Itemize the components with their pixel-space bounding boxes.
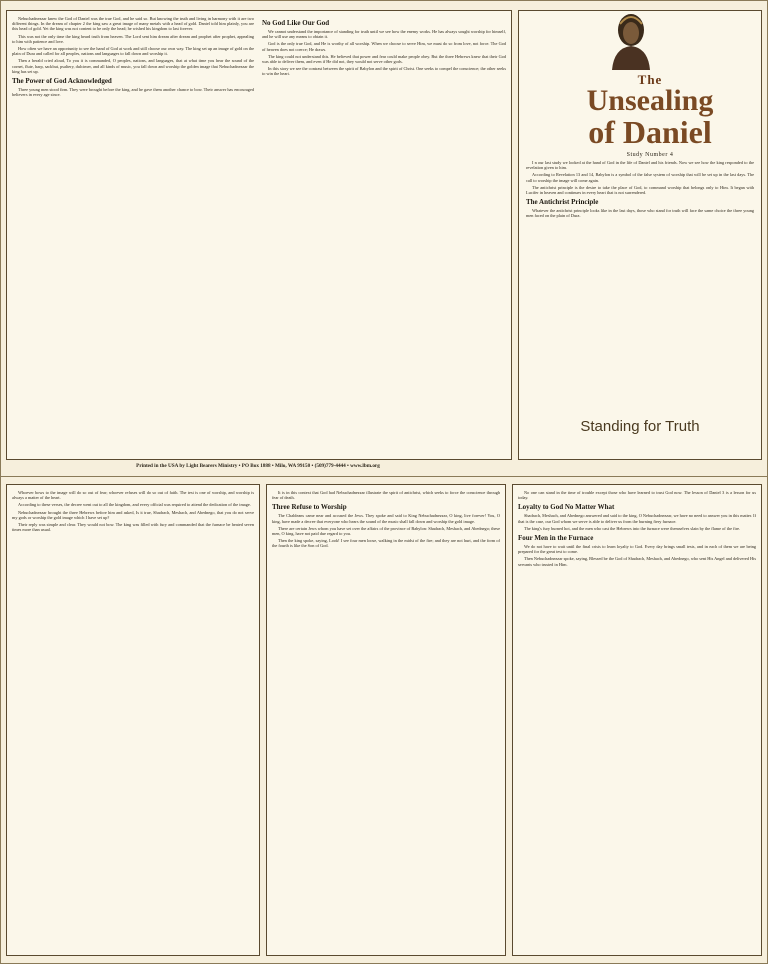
paragraph: How often we have an opportunity to see the hand of God at work and still choose our own way. The king set up an image of gold on the plain of Dura and called for all peoples, nations and languages to fall down and worship it. bbox=[12, 46, 254, 57]
title-small: The bbox=[637, 72, 663, 87]
paragraph: Then Nebuchadnezzar spoke, saying, Blessed be the God of Shadrach, Meshach, and Abednego, who sent His Angel and delivered His servants who trusted in Him. bbox=[518, 556, 756, 567]
heading-loyalty: Loyalty to God No Matter What bbox=[518, 503, 615, 512]
paragraph: Shadrach, Meshach, and Abednego answered and said to the king, O Nebuchadnezzar, we have no need to answer you in this matter. If that is the case, our God whom we serve is able to deliver us from the burning fiery furnace. bbox=[518, 513, 756, 524]
footer-imprint: Printed in the USA by Light Bearers Ministry • PO Box 1888 • Milo, WA 99150 • (509)779-4444 • www.lbm.org bbox=[136, 463, 380, 469]
paragraph: Whoever bows to the image will do so out of fear; whoever refuses will do so out of faith. The test is one of worship, and worship is always a matter of the heart. bbox=[12, 490, 254, 501]
paragraph: We cannot understand the importance of standing for truth until we see how the enemy works. He has always sought worship for himself, and he will use any means to obtain it. bbox=[262, 29, 506, 40]
paragraph: According to Revelation 13 and 14, Babylon is a symbol of the false system of worship that will be set up in the last days. The call to worship the image will come again. bbox=[526, 172, 754, 183]
masthead bbox=[540, 16, 760, 158]
heading-three-refuse: Three Refuse to Worship bbox=[272, 503, 347, 512]
heading-no-god: No God Like Our God bbox=[262, 19, 330, 27]
paragraph: Nebuchadnezzar brought the three Hebrews before him and asked, Is it true, Shadrach, Meshach, and Abednego, that you do not serve my gods or worship the gold image which I have set up? bbox=[12, 509, 254, 520]
paragraph: God is the only true God, and He is worthy of all worship. When we choose to serve Him, we must do so from love, not force. The God of heaven does not coerce; He draws. bbox=[262, 41, 506, 52]
title-main: Unsealing bbox=[586, 84, 714, 117]
inside-column-2 bbox=[272, 490, 500, 952]
inside-column-3 bbox=[518, 490, 756, 952]
paragraph: Their reply was simple and clear. They would not bow. The king was filled with fury and commanded that the furnace be heated seven times more than usual. bbox=[12, 522, 254, 533]
heading-antichrist: The Antichrist Principle bbox=[526, 198, 599, 207]
heading-four-men: Four Men in the Furnace bbox=[518, 534, 594, 543]
front-column-1 bbox=[12, 16, 254, 456]
paragraph: This was not the only time the king heard truth from heaven. The Lord sent him dream after dream and prophet after prophet, appealing to him with patience and love. bbox=[12, 33, 254, 44]
paragraph: There are certain Jews whom you have set over the affairs of the province of Babylon: Shadrach, Meshach, and Abednego; these men, O king, have not paid due regard to you. bbox=[272, 525, 500, 537]
paragraph: The Chaldeans came near and accused the Jews. They spoke and said to King Nebuchadnezzar, O king, live forever! You, O king, have made a decree that everyone who hears the sound of the music shall fall down and worship the gold image. bbox=[272, 513, 500, 524]
inside-column-1 bbox=[12, 490, 254, 952]
paragraph: In this story we see the contrast between the spirit of Babylon and the spirit of Christ. One seeks to compel the conscience; the other seeks to win the heart. bbox=[262, 66, 506, 77]
paragraph: Whatever the antichrist principle looks like in the last days, those who stand for truth will face the same choice the three young men faced on the plain of Dura. bbox=[526, 208, 754, 219]
study-number: Study Number 4 bbox=[626, 152, 674, 158]
paragraph: Nebuchadnezzar knew the God of Daniel was the true God, and he said so. But knowing the truth and living in harmony with it are two different things. In the dream of chapter 2 the king saw a great image of many metals with a head of gold. Daniel told him plainly, you are this head of gold. Yet the king was not content to be only the head; he wished his kingdom to last forever. bbox=[12, 16, 254, 32]
paragraph: According to these verses, the decree went out to all the kingdom, and every official was required to attend the dedication of the image. bbox=[18, 502, 251, 508]
tagline: Standing for Truth bbox=[580, 418, 700, 435]
paragraph: No one can stand in the time of trouble except those who have learned to trust God now. The lesson of Daniel 3 is a lesson for us today. bbox=[518, 490, 756, 501]
paragraph: Three young men stood firm. They were brought before the king, and he gave them another chance to bow. Their answer has encouraged believers in every age since. bbox=[12, 87, 254, 98]
spread-divider bbox=[0, 476, 768, 477]
paragraph: I n our last study we looked at the hand of God in the life of Daniel and his friends. Now we see how the king responded to the revelation given to him. bbox=[526, 160, 754, 171]
front-column-2 bbox=[262, 16, 506, 456]
paragraph: It is in this context that God had Nebuchadnezzar illustrate the spirit of antichrist, which seeks to force the conscience through fear of death. bbox=[272, 490, 500, 501]
heading-power-acknowledged: The Power of God Acknowledged bbox=[12, 77, 112, 86]
front-column-3 bbox=[526, 160, 754, 410]
paragraph: We do not have to wait until the final crisis to learn loyalty to God. Every day brings small tests, and in each of them we are being prepared for the great test to come. bbox=[518, 544, 756, 555]
paragraph: Then the king spoke, saying, Look! I see four men loose, walking in the midst of the fire; and they are not hurt, and the form of the fourth is like the Son of God. bbox=[272, 538, 500, 549]
paragraph: Then a herald cried aloud, To you it is commanded, O peoples, nations, and languages, that at what time you hear the sound of the cornet, flute, harp, sackbut, psaltery, dulcimer, and all kinds of music, you fall down and worship the golden image that Nebuchadnezzar the king has set up. bbox=[12, 58, 254, 74]
title-sub: of Daniel bbox=[588, 114, 712, 150]
paragraph: The antichrist principle is the desire to take the place of God, to command worship that belongs only to Him. It began with Lucifer in heaven and continues in every heart that is not surrendered. bbox=[526, 184, 754, 196]
paragraph: The king's fury burned hot, and the men who cast the Hebrews into the furnace were themselves slain by the flame of the fire. bbox=[524, 525, 741, 531]
paragraph: The king could not understand this. He believed that power and fear could make people obey. But the three Hebrews knew that their God was able to deliver them, and even if He did not, they would not serve other gods. bbox=[262, 53, 506, 65]
